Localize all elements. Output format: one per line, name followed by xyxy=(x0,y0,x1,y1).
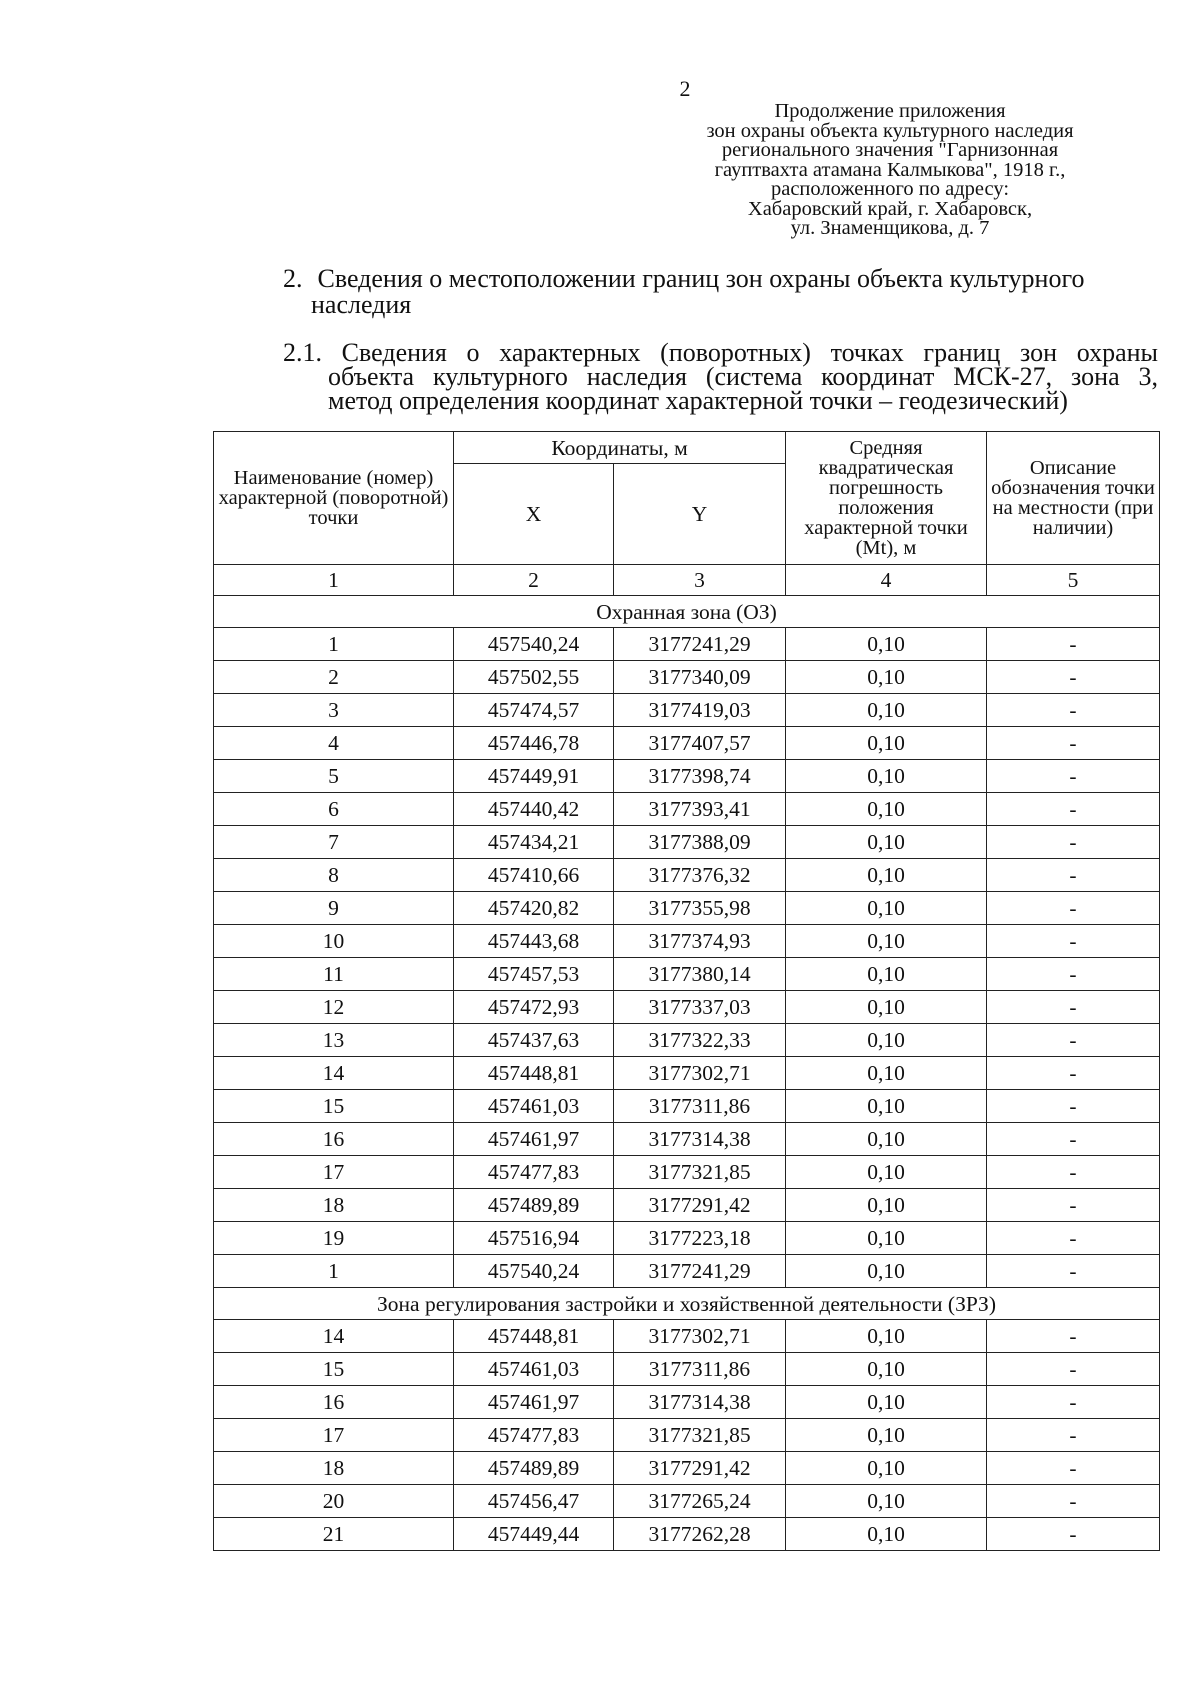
x-coordinate-cell: 457449,44 xyxy=(454,1518,614,1551)
x-coordinate-cell: 457477,83 xyxy=(454,1156,614,1189)
table-row xyxy=(214,1419,1160,1452)
description-cell: - xyxy=(987,1057,1160,1090)
error-cell: 0,10 xyxy=(786,859,987,892)
error-cell: 0,10 xyxy=(786,1057,987,1090)
table-row xyxy=(214,958,1160,991)
appendix-header xyxy=(650,102,1130,239)
point-number-cell: 6 xyxy=(214,793,454,826)
table-row xyxy=(214,991,1160,1024)
section-title-line: Сведения о местоположении границ зон охраны объекта культурного xyxy=(317,264,1085,293)
error-cell: 0,10 xyxy=(786,1485,987,1518)
y-coordinate-cell: 3177241,29 xyxy=(614,628,786,661)
description-cell: - xyxy=(987,694,1160,727)
error-cell: 0,10 xyxy=(786,1518,987,1551)
table-row xyxy=(214,1320,1160,1353)
table-row xyxy=(214,892,1160,925)
zone-row xyxy=(214,596,1160,628)
description-cell: - xyxy=(987,1485,1160,1518)
x-coordinate-cell: 457516,94 xyxy=(454,1222,614,1255)
error-cell: 0,10 xyxy=(786,1452,987,1485)
point-number-cell: 15 xyxy=(214,1353,454,1386)
point-number-cell: 18 xyxy=(214,1189,454,1222)
subsection-number: 2.1. xyxy=(283,338,322,367)
description-cell: - xyxy=(987,1024,1160,1057)
x-coordinate-cell: 457489,89 xyxy=(454,1189,614,1222)
header-coordinates: Координаты, м xyxy=(454,432,786,464)
error-cell: 0,10 xyxy=(786,1353,987,1386)
x-coordinate-cell: 457540,24 xyxy=(454,1255,614,1288)
table-row xyxy=(214,628,1160,661)
column-number: 5 xyxy=(987,565,1160,596)
x-coordinate-cell: 457489,89 xyxy=(454,1452,614,1485)
point-number-cell: 16 xyxy=(214,1386,454,1419)
y-coordinate-cell: 3177314,38 xyxy=(614,1123,786,1156)
subsection-title xyxy=(283,338,1159,415)
description-cell: - xyxy=(987,991,1160,1024)
table-row xyxy=(214,694,1160,727)
x-coordinate-cell: 457440,42 xyxy=(454,793,614,826)
point-number-cell: 7 xyxy=(214,826,454,859)
y-coordinate-cell: 3177241,29 xyxy=(614,1255,786,1288)
error-cell: 0,10 xyxy=(786,1189,987,1222)
description-cell: - xyxy=(987,1320,1160,1353)
point-number-cell: 4 xyxy=(214,727,454,760)
point-number-cell: 11 xyxy=(214,958,454,991)
zone-title: Охранная зона (ОЗ) xyxy=(214,596,1160,628)
x-coordinate-cell: 457448,81 xyxy=(454,1320,614,1353)
error-cell: 0,10 xyxy=(786,925,987,958)
header-description: Описание обозначения точки на местности (при наличии) xyxy=(987,432,1160,565)
error-cell: 0,10 xyxy=(786,958,987,991)
error-cell: 0,10 xyxy=(786,694,987,727)
point-number-cell: 13 xyxy=(214,1024,454,1057)
error-cell: 0,10 xyxy=(786,661,987,694)
description-cell: - xyxy=(987,826,1160,859)
point-number-cell: 18 xyxy=(214,1452,454,1485)
table-row xyxy=(214,1123,1160,1156)
y-coordinate-cell: 3177407,57 xyxy=(614,727,786,760)
table-row xyxy=(214,1518,1160,1551)
header-line: ул. Знаменщикова, д. 7 xyxy=(790,217,990,239)
header-line: расположенного по адресу: xyxy=(770,178,1010,200)
error-cell: 0,10 xyxy=(786,793,987,826)
table-row xyxy=(214,1353,1160,1386)
point-number-cell: 12 xyxy=(214,991,454,1024)
point-number-cell: 16 xyxy=(214,1123,454,1156)
description-cell: - xyxy=(987,793,1160,826)
subsection-line: Сведения о характерных (поворотных) точках границ зон охраны xyxy=(341,338,1159,367)
y-coordinate-cell: 3177376,32 xyxy=(614,859,786,892)
y-coordinate-cell: 3177265,24 xyxy=(614,1485,786,1518)
description-cell: - xyxy=(987,859,1160,892)
point-number-cell: 1 xyxy=(214,1255,454,1288)
y-coordinate-cell: 3177314,38 xyxy=(614,1386,786,1419)
header-line: регионального значения "Гарнизонная xyxy=(721,139,1059,161)
x-coordinate-cell: 457502,55 xyxy=(454,661,614,694)
subsection-line: объекта культурного наследия (система координат МСК-27, зона 3, xyxy=(328,362,1158,391)
x-coordinate-cell: 457410,66 xyxy=(454,859,614,892)
table-row xyxy=(214,925,1160,958)
error-cell: 0,10 xyxy=(786,1222,987,1255)
error-cell: 0,10 xyxy=(786,826,987,859)
point-number-cell: 15 xyxy=(214,1090,454,1123)
x-coordinate-cell: 457420,82 xyxy=(454,892,614,925)
x-coordinate-cell: 457461,03 xyxy=(454,1353,614,1386)
coordinates-table xyxy=(213,431,1160,1551)
table-row xyxy=(214,727,1160,760)
y-coordinate-cell: 3177419,03 xyxy=(614,694,786,727)
column-number: 3 xyxy=(614,565,786,596)
header-line: зон охраны объекта культурного наследия xyxy=(706,119,1074,142)
point-number-cell: 2 xyxy=(214,661,454,694)
y-coordinate-cell: 3177302,71 xyxy=(614,1320,786,1353)
y-coordinate-cell: 3177322,33 xyxy=(614,1024,786,1057)
table-row xyxy=(214,1452,1160,1485)
table-row xyxy=(214,760,1160,793)
point-number-cell: 9 xyxy=(214,892,454,925)
x-coordinate-cell: 457472,93 xyxy=(454,991,614,1024)
error-cell: 0,10 xyxy=(786,1123,987,1156)
error-cell: 0,10 xyxy=(786,760,987,793)
description-cell: - xyxy=(987,1255,1160,1288)
table-row xyxy=(214,661,1160,694)
y-coordinate-cell: 3177337,03 xyxy=(614,991,786,1024)
zone-title: Зона регулирования застройки и хозяйственной деятельности (ЗРЗ) xyxy=(214,1288,1160,1320)
point-number-cell: 17 xyxy=(214,1156,454,1189)
y-coordinate-cell: 3177393,41 xyxy=(614,793,786,826)
description-cell: - xyxy=(987,1090,1160,1123)
table-row xyxy=(214,1386,1160,1419)
error-cell: 0,10 xyxy=(786,1024,987,1057)
error-cell: 0,10 xyxy=(786,892,987,925)
header-line: гауптвахта атамана Калмыкова", 1918 г., xyxy=(714,158,1066,181)
x-coordinate-cell: 457477,83 xyxy=(454,1419,614,1452)
table-row xyxy=(214,1024,1160,1057)
y-coordinate-cell: 3177311,86 xyxy=(614,1353,786,1386)
column-number: 2 xyxy=(454,565,614,596)
error-cell: 0,10 xyxy=(786,1419,987,1452)
x-coordinate-cell: 457461,97 xyxy=(454,1123,614,1156)
error-cell: 0,10 xyxy=(786,628,987,661)
x-coordinate-cell: 457457,53 xyxy=(454,958,614,991)
table-row xyxy=(214,826,1160,859)
header-line: Хабаровский край, г. Хабаровск, xyxy=(747,197,1033,220)
description-cell: - xyxy=(987,958,1160,991)
description-cell: - xyxy=(987,1386,1160,1419)
x-coordinate-cell: 457443,68 xyxy=(454,925,614,958)
point-number-cell: 5 xyxy=(214,760,454,793)
point-number-cell: 8 xyxy=(214,859,454,892)
x-coordinate-cell: 457461,03 xyxy=(454,1090,614,1123)
section-number: 2. xyxy=(283,264,303,293)
description-cell: - xyxy=(987,1156,1160,1189)
header-line: Продолжение приложения xyxy=(774,100,1006,122)
description-cell: - xyxy=(987,727,1160,760)
y-coordinate-cell: 3177321,85 xyxy=(614,1419,786,1452)
y-coordinate-cell: 3177388,09 xyxy=(614,826,786,859)
error-cell: 0,10 xyxy=(786,1156,987,1189)
table-row xyxy=(214,793,1160,826)
point-number-cell: 20 xyxy=(214,1485,454,1518)
description-cell: - xyxy=(987,925,1160,958)
description-cell: - xyxy=(987,1123,1160,1156)
y-coordinate-cell: 3177380,14 xyxy=(614,958,786,991)
table-row xyxy=(214,1090,1160,1123)
point-number-cell: 21 xyxy=(214,1518,454,1551)
header-error: Средняя квадратическая погрешность положения характерной точки (Mt), м xyxy=(786,432,987,565)
y-coordinate-cell: 3177291,42 xyxy=(614,1452,786,1485)
column-number: 4 xyxy=(786,565,987,596)
table-body xyxy=(214,596,1160,1551)
x-coordinate-cell: 457540,24 xyxy=(454,628,614,661)
point-number-cell: 14 xyxy=(214,1320,454,1353)
table-row xyxy=(214,1485,1160,1518)
y-coordinate-cell: 3177355,98 xyxy=(614,892,786,925)
header-point-name: Наименование (номер) характерной (поворотной) точки xyxy=(214,432,454,565)
table-row xyxy=(214,1057,1160,1090)
error-cell: 0,10 xyxy=(786,1090,987,1123)
description-cell: - xyxy=(987,1353,1160,1386)
y-coordinate-cell: 3177311,86 xyxy=(614,1090,786,1123)
y-coordinate-cell: 3177262,28 xyxy=(614,1518,786,1551)
description-cell: - xyxy=(987,892,1160,925)
description-cell: - xyxy=(987,661,1160,694)
header-y: Y xyxy=(614,464,786,565)
description-cell: - xyxy=(987,1189,1160,1222)
point-number-cell: 10 xyxy=(214,925,454,958)
description-cell: - xyxy=(987,760,1160,793)
y-coordinate-cell: 3177374,93 xyxy=(614,925,786,958)
error-cell: 0,10 xyxy=(786,991,987,1024)
point-number-cell: 17 xyxy=(214,1419,454,1452)
x-coordinate-cell: 457461,97 xyxy=(454,1386,614,1419)
header-x: X xyxy=(454,464,614,565)
y-coordinate-cell: 3177223,18 xyxy=(614,1222,786,1255)
y-coordinate-cell: 3177302,71 xyxy=(614,1057,786,1090)
point-number-cell: 19 xyxy=(214,1222,454,1255)
x-coordinate-cell: 457448,81 xyxy=(454,1057,614,1090)
y-coordinate-cell: 3177398,74 xyxy=(614,760,786,793)
error-cell: 0,10 xyxy=(786,1255,987,1288)
description-cell: - xyxy=(987,628,1160,661)
x-coordinate-cell: 457449,91 xyxy=(454,760,614,793)
x-coordinate-cell: 457446,78 xyxy=(454,727,614,760)
x-coordinate-cell: 457474,57 xyxy=(454,694,614,727)
section-title-line: наследия xyxy=(311,290,412,319)
table-row xyxy=(214,1189,1160,1222)
description-cell: - xyxy=(987,1452,1160,1485)
page-number: 2 xyxy=(679,76,691,101)
y-coordinate-cell: 3177291,42 xyxy=(614,1189,786,1222)
error-cell: 0,10 xyxy=(786,1320,987,1353)
description-cell: - xyxy=(987,1419,1160,1452)
zone-row xyxy=(214,1288,1160,1320)
table-row xyxy=(214,1255,1160,1288)
section-title xyxy=(283,266,1158,318)
table-row xyxy=(214,859,1160,892)
table-row xyxy=(214,1156,1160,1189)
subsection-line: метод определения координат характерной точки – геодезический) xyxy=(328,386,1068,415)
x-coordinate-cell: 457456,47 xyxy=(454,1485,614,1518)
column-number: 1 xyxy=(214,565,454,596)
x-coordinate-cell: 457437,63 xyxy=(454,1024,614,1057)
error-cell: 0,10 xyxy=(786,1386,987,1419)
error-cell: 0,10 xyxy=(786,727,987,760)
point-number-cell: 3 xyxy=(214,694,454,727)
description-cell: - xyxy=(987,1222,1160,1255)
description-cell: - xyxy=(987,1518,1160,1551)
x-coordinate-cell: 457434,21 xyxy=(454,826,614,859)
table-row xyxy=(214,1222,1160,1255)
point-number-cell: 14 xyxy=(214,1057,454,1090)
y-coordinate-cell: 3177321,85 xyxy=(614,1156,786,1189)
y-coordinate-cell: 3177340,09 xyxy=(614,661,786,694)
point-number-cell: 1 xyxy=(214,628,454,661)
